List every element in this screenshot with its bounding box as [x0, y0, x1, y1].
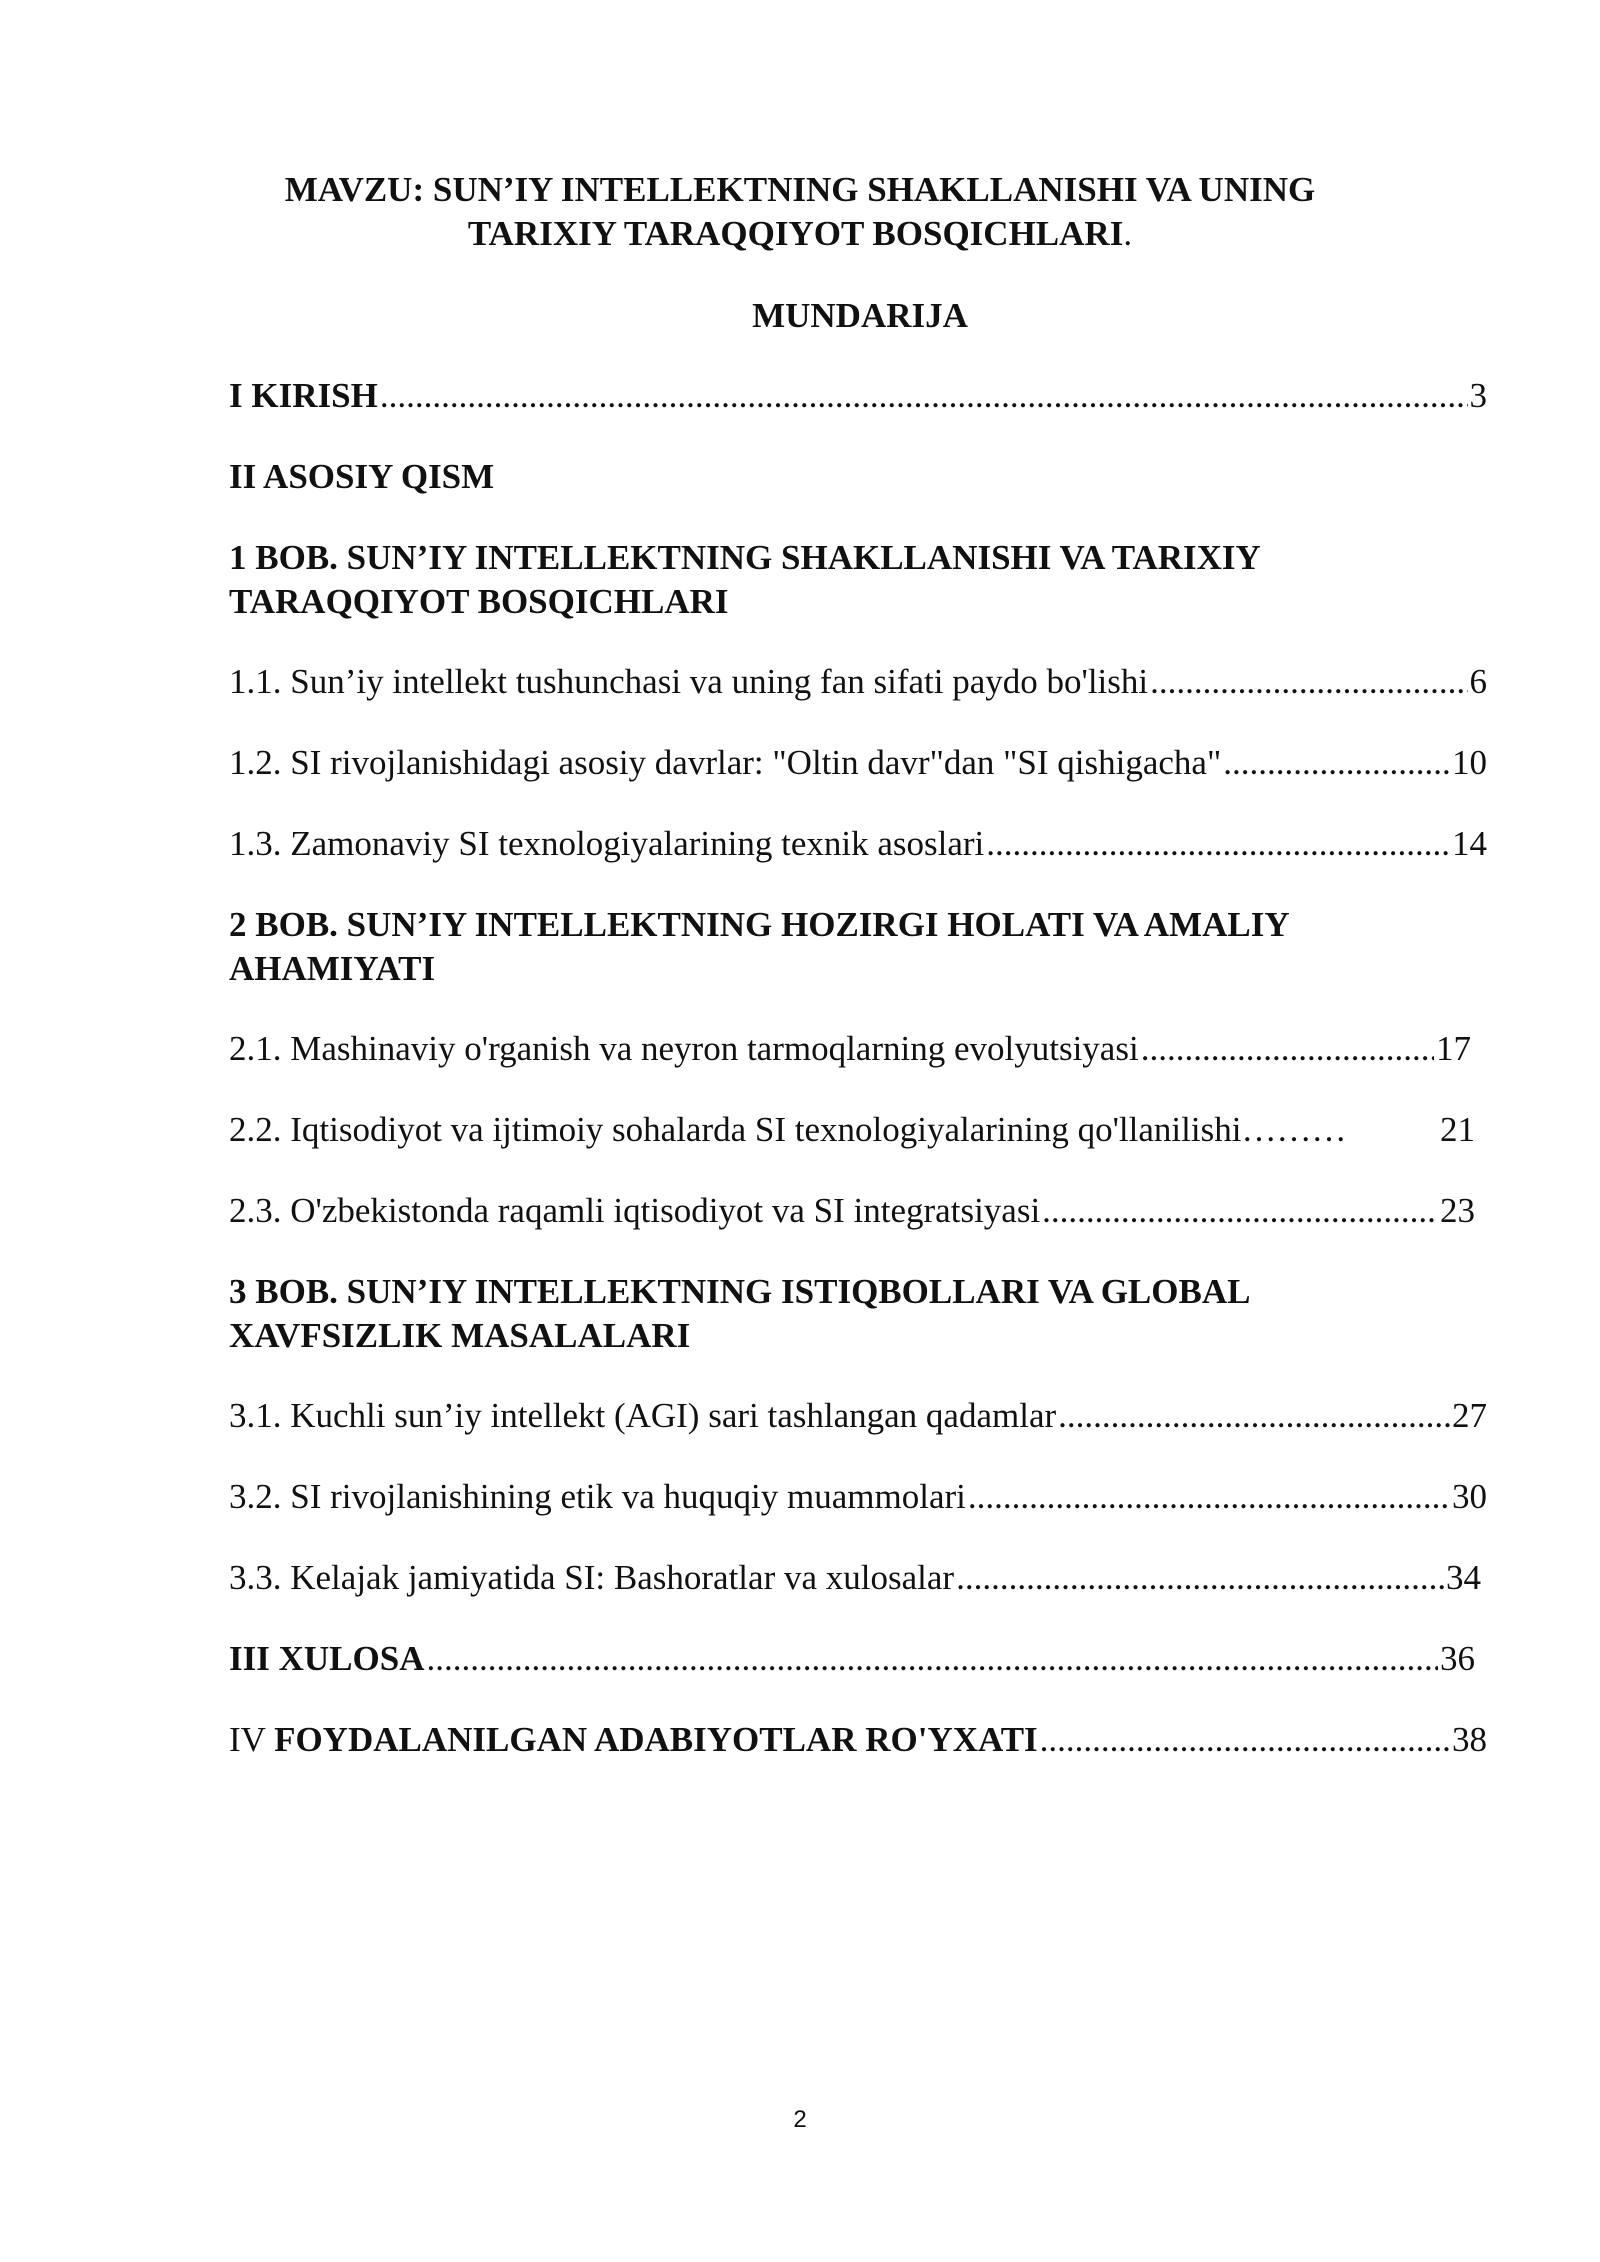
page-number: 2: [793, 2106, 807, 2133]
toc-page-number: 14: [1452, 824, 1487, 863]
toc-chapter-3[interactable]: [229, 1270, 1487, 1358]
ellipsis-leader: ………: [1241, 1110, 1347, 1149]
dot-leader: [968, 1475, 1450, 1519]
toc-entry-label: 1.2. SI rivojlanishidagi asosiy davrlar: "Oltin davr"dan "SI qishigacha": [229, 743, 1222, 782]
chapter-title-line-2: XAVFSIZLIK MASALALARI: [229, 1316, 691, 1355]
dot-leader: [426, 1637, 1438, 1681]
toc-page-number: 23: [1440, 1191, 1475, 1230]
toc-entry-label: 3.1. Kuchli sun’iy intellekt (AGI) sari tashlangan qadamlar: [229, 1396, 1057, 1435]
toc-page-number: 38: [1452, 1720, 1487, 1759]
toc-entry-2-3[interactable]: [229, 1189, 1475, 1233]
dot-leader: [1058, 1394, 1450, 1438]
dot-leader: [986, 822, 1450, 866]
toc-entry-kirish[interactable]: [229, 374, 1487, 418]
toc-entry-1-3[interactable]: [229, 822, 1487, 866]
toc-page-number: 36: [1440, 1639, 1475, 1678]
toc-page-number: 30: [1452, 1477, 1487, 1516]
toc-entry-3-2[interactable]: [229, 1475, 1487, 1519]
chapter-title-line-2: TARAQQIYOT BOSQICHLARI: [229, 582, 729, 621]
document-title: [0, 168, 1600, 256]
toc-entry-2-1[interactable]: [229, 1027, 1471, 1071]
toc-section-label: II ASOSIY QISM: [229, 457, 495, 496]
toc-entry-prefix: IV: [229, 1720, 275, 1759]
toc-entry-2-2[interactable]: [229, 1108, 1475, 1152]
toc-entry-label: FOYDALANILGAN ADABIYOTLAR RO'YXATI: [274, 1720, 1038, 1759]
toc-chapter-2[interactable]: [229, 903, 1487, 991]
toc-entry-xulosa[interactable]: [229, 1637, 1475, 1681]
toc-entry-label: III XULOSA: [229, 1639, 425, 1678]
toc-chapter-1[interactable]: [229, 536, 1487, 624]
toc-entry-label: 1.3. Zamonaviy SI texnologiyalarining texnik asoslari: [229, 824, 985, 863]
toc-entry-adabiyotlar[interactable]: [229, 1718, 1487, 1762]
dot-leader: [380, 374, 1468, 418]
chapter-title-line-1: 3 BOB. SUN’IY INTELLEKTNING ISTIQBOLLARI VA GLOBAL: [229, 1272, 1251, 1311]
toc-entry-3-1[interactable]: [229, 1394, 1487, 1438]
toc-entry-1-2[interactable]: [229, 741, 1487, 785]
toc-entry-3-3[interactable]: [229, 1556, 1481, 1600]
toc-entry-label: 3.2. SI rivojlanishining etik va huquqiy muammolari: [229, 1477, 966, 1516]
chapter-title-line-1: 2 BOB. SUN’IY INTELLEKTNING HOZIRGI HOLATI VA AMALIY: [229, 905, 1290, 944]
toc-page-number: 27: [1452, 1396, 1487, 1435]
toc-entry-label: 3.3. Kelajak jamiyatida SI: Bashoratlar va xulosalar: [229, 1558, 955, 1597]
toc-page-number: 34: [1446, 1558, 1481, 1597]
toc-page-number: 21: [1440, 1110, 1475, 1149]
title-dot: .: [1123, 214, 1133, 253]
title-line-2-text: TARIXIY TARAQQIYOT BOSQICHLARI: [467, 214, 1124, 253]
toc-entry-label: 2.2. Iqtisodiyot va ijtimoiy sohalarda SI texnologiyalarining qo'llanilishi: [229, 1110, 1242, 1149]
title-line-1: MAVZU: SUN’IY INTELLEKTNING SHAKLLANISHI VA UNING: [284, 170, 1316, 209]
toc-section-asosiy[interactable]: [229, 455, 1487, 499]
toc-entry-label: 2.3. O'zbekistonda raqamli iqtisodiyot va SI integratsiyasi: [229, 1191, 1041, 1230]
toc-entry-label: 1.1. Sun’iy intellekt tushunchasi va uning fan sifati paydo bo'lishi: [229, 662, 1149, 701]
dot-leader: [1223, 741, 1450, 785]
title-line-2: [0, 212, 1600, 256]
dot-leader: [1150, 660, 1467, 704]
chapter-title-line-2: AHAMIYATI: [229, 949, 436, 988]
toc-page-number: 6: [1469, 662, 1487, 701]
dot-leader: [1042, 1189, 1438, 1233]
toc-page-number: 17: [1436, 1029, 1471, 1068]
contents-heading: MUNDARIJA: [752, 296, 968, 335]
toc-entry-1-1[interactable]: [229, 660, 1487, 704]
toc-page-number: 10: [1452, 743, 1487, 782]
dot-leader: [956, 1556, 1444, 1600]
chapter-title-line-1: 1 BOB. SUN’IY INTELLEKTNING SHAKLLANISHI VA TARIXIY: [229, 538, 1261, 577]
toc-entry-label: 2.1. Mashinaviy o'rganish va neyron tarmoqlarning evolyutsiyasi: [229, 1029, 1139, 1068]
toc-entry-label: I KIRISH: [229, 376, 378, 415]
toc-page-number: 3: [1469, 376, 1487, 415]
dot-leader: [1141, 1027, 1434, 1071]
dot-leader: [1040, 1718, 1450, 1762]
